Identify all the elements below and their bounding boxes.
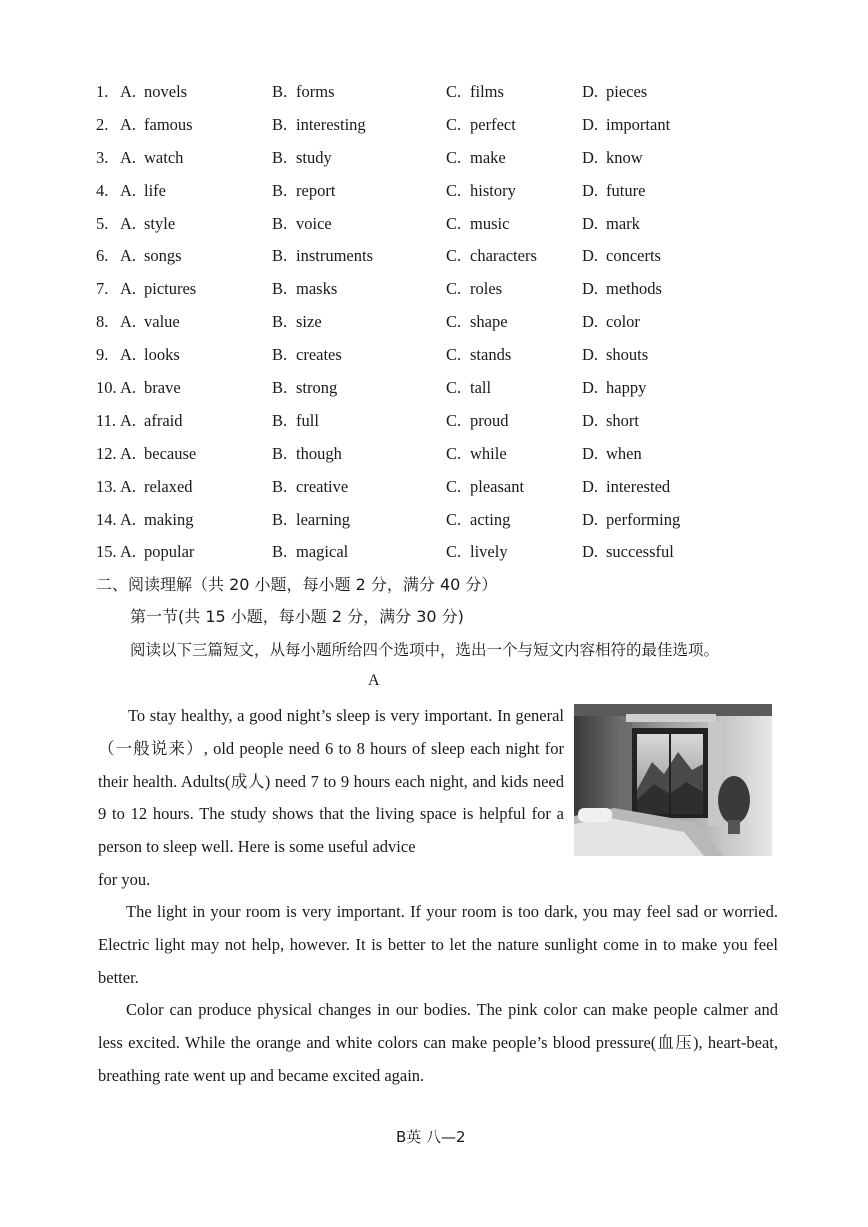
option-text: creates	[296, 345, 342, 365]
option-c	[446, 376, 491, 400]
option-b	[272, 343, 342, 367]
option-text: voice	[296, 213, 332, 233]
option-letter: B.	[272, 378, 288, 398]
option-text: tall	[470, 378, 492, 398]
option-letter: B.	[272, 180, 288, 200]
page-footer: B英 八—2	[396, 1128, 466, 1146]
question-number: 1.	[96, 82, 109, 101]
option-letter: B.	[272, 410, 288, 430]
option-text: color	[606, 312, 640, 332]
option-d	[582, 146, 643, 170]
question-number: 7.	[96, 279, 109, 299]
option-letter: C.	[446, 312, 462, 332]
option-text: study	[296, 147, 332, 167]
option-letter: A.	[120, 312, 137, 332]
option-text: shape	[470, 312, 508, 332]
option-d	[582, 244, 661, 268]
option-text: pleasant	[470, 476, 525, 496]
option-letter: D.	[582, 114, 599, 134]
option-text: successful	[606, 542, 674, 562]
passage-paragraph-1-end: for you.	[98, 870, 151, 889]
option-text: size	[296, 312, 322, 332]
option-a	[120, 212, 175, 236]
option-letter: C.	[446, 509, 462, 529]
option-c	[446, 179, 516, 203]
option-letter: D.	[582, 82, 599, 101]
option-text: history	[470, 180, 516, 200]
option-letter: D.	[582, 312, 599, 332]
section-title: 二、阅读理解（共 20 小题，每小题 2 分，满分 40 分）	[96, 575, 498, 594]
option-c	[446, 475, 524, 499]
option-text: value	[144, 312, 180, 332]
option-c	[446, 409, 509, 433]
question-number: 3.	[96, 147, 109, 167]
option-text: watch	[144, 147, 184, 167]
option-letter: B.	[272, 345, 288, 365]
option-text: concerts	[606, 246, 661, 266]
option-row	[96, 508, 796, 541]
option-row	[96, 540, 796, 573]
option-b	[272, 179, 335, 203]
option-text: though	[296, 443, 342, 463]
option-letter: C.	[446, 410, 462, 430]
option-text: full	[296, 410, 319, 430]
option-d	[582, 310, 640, 334]
option-letter: C.	[446, 279, 462, 299]
question-number: 13.	[96, 476, 117, 496]
option-letter: C.	[446, 147, 462, 167]
option-letter: D.	[582, 443, 599, 463]
option-d	[582, 343, 648, 367]
option-b	[272, 475, 348, 499]
option-c	[446, 80, 504, 104]
option-letter: D.	[582, 410, 599, 430]
option-letter: A.	[120, 246, 137, 266]
option-text: stands	[470, 345, 512, 365]
passage-paragraph-2: The light in your room is very important. If your room is too dark, you may feel sad or worried. Electric light may not help, however. It is better to let the nature sunlight come in to make you feel better.	[98, 902, 778, 987]
option-text: performing	[606, 509, 681, 529]
option-letter: A.	[120, 180, 137, 200]
option-letter: B.	[272, 279, 288, 299]
question-number: 9.	[96, 345, 109, 365]
option-letter: C.	[446, 213, 462, 233]
option-letter: A.	[120, 147, 137, 167]
section-subtitle: 第一节(共 15 小题，每小题 2 分，满分 30 分)	[130, 607, 464, 626]
option-letter: C.	[446, 542, 462, 562]
option-text: perfect	[470, 114, 516, 134]
option-d	[582, 113, 670, 137]
option-a	[120, 179, 166, 203]
passage-paragraph-3: Color can produce physical changes in our bodies. The pink color can make people calmer and less excited. While the orange and white colors can make people’s blood pressure(血压), heart-beat, breathing rate went up and became excited again.	[98, 1000, 778, 1085]
option-text: learning	[296, 509, 351, 529]
option-a	[120, 376, 181, 400]
option-a	[120, 310, 180, 334]
option-text: shouts	[606, 345, 649, 365]
option-row	[96, 277, 796, 310]
option-text: looks	[144, 345, 180, 365]
option-c	[446, 540, 508, 564]
question-number: 2.	[96, 114, 109, 134]
option-text: masks	[296, 279, 338, 299]
option-text: life	[144, 180, 166, 200]
question-number: 11.	[96, 410, 117, 430]
option-b	[272, 409, 319, 433]
option-letter: C.	[446, 246, 462, 266]
option-letter: C.	[446, 378, 462, 398]
option-text: while	[470, 443, 507, 463]
option-row	[96, 179, 796, 212]
option-letter: A.	[120, 542, 137, 562]
option-a	[120, 508, 194, 532]
option-text: creative	[296, 476, 349, 496]
option-text: style	[144, 213, 176, 233]
question-number: 8.	[96, 312, 109, 332]
option-row	[96, 244, 796, 277]
passage-label: A	[368, 672, 380, 689]
question-number: 5.	[96, 213, 109, 233]
option-letter: C.	[446, 443, 462, 463]
option-b	[272, 508, 350, 532]
option-c	[446, 508, 510, 532]
option-d	[582, 179, 645, 203]
option-letter: D.	[582, 476, 599, 496]
option-letter: A.	[120, 509, 137, 529]
option-d	[582, 376, 646, 400]
option-text: important	[606, 114, 671, 134]
option-d	[582, 540, 674, 564]
option-row	[96, 113, 796, 146]
option-letter: B.	[272, 213, 288, 233]
option-row	[96, 409, 796, 442]
option-text: instruments	[296, 246, 373, 266]
option-letter: D.	[582, 378, 599, 398]
option-letter: B.	[272, 114, 288, 134]
section-instruction: 阅读以下三篇短文，从每小题所给四个选项中，选出一个与短文内容相符的最佳选项。	[130, 641, 720, 659]
option-d	[582, 277, 662, 301]
option-b	[272, 277, 337, 301]
option-a	[120, 343, 180, 367]
option-letter: C.	[446, 82, 462, 101]
option-d	[582, 80, 647, 104]
option-text: future	[606, 180, 646, 200]
option-row	[96, 80, 796, 113]
option-text: films	[470, 82, 504, 101]
option-a	[120, 146, 183, 170]
option-letter: A.	[120, 443, 137, 463]
option-d	[582, 212, 640, 236]
option-letter: B.	[272, 509, 288, 529]
option-b	[272, 376, 337, 400]
option-text: short	[606, 410, 639, 430]
option-letter: B.	[272, 312, 288, 332]
question-number: 10.	[96, 378, 117, 398]
question-number: 6.	[96, 246, 109, 266]
question-number: 4.	[96, 180, 109, 200]
option-letter: A.	[120, 213, 137, 233]
option-row	[96, 442, 796, 475]
option-text: making	[144, 509, 194, 529]
option-text: relaxed	[144, 476, 193, 496]
option-row	[96, 146, 796, 179]
cloze-options-table	[96, 80, 796, 573]
option-text: magical	[296, 542, 349, 562]
option-a	[120, 475, 193, 499]
option-text: characters	[470, 246, 537, 266]
option-letter: B.	[272, 147, 288, 167]
option-row	[96, 343, 796, 376]
option-text: proud	[470, 410, 509, 430]
option-letter: C.	[446, 476, 462, 496]
option-text: happy	[606, 378, 647, 398]
option-b	[272, 212, 332, 236]
option-text: songs	[144, 246, 182, 266]
option-letter: A.	[120, 279, 137, 299]
option-d	[582, 475, 670, 499]
option-text: when	[606, 443, 642, 463]
option-b	[272, 540, 348, 564]
option-letter: D.	[582, 147, 599, 167]
option-row	[96, 212, 796, 245]
option-text: mark	[606, 213, 640, 233]
option-letter: A.	[120, 114, 137, 134]
option-letter: C.	[446, 180, 462, 200]
option-text: interesting	[296, 114, 366, 134]
option-a	[120, 244, 182, 268]
option-letter: B.	[272, 443, 288, 463]
option-text: novels	[144, 82, 188, 101]
passage-paragraph-1: To stay healthy, a good night’s sleep is very important. In general（一般说来）, old people need 6 to 8 hours of sleep each night for their health. Adults(成人) need 7 to 9 hours each night, and kids need 9 to 12 hours. The study shows that the living space is helpful for a person to sleep well. Here is some useful advice	[98, 706, 564, 857]
option-letter: C.	[446, 114, 462, 134]
option-b	[272, 113, 366, 137]
option-letter: D.	[582, 345, 599, 365]
option-row	[96, 310, 796, 343]
option-letter: D.	[582, 180, 599, 200]
option-c	[446, 146, 506, 170]
option-b	[272, 310, 322, 334]
option-c	[446, 442, 507, 466]
option-text: famous	[144, 114, 193, 134]
option-text: afraid	[144, 410, 183, 430]
option-text: interested	[606, 476, 671, 496]
option-c	[446, 212, 509, 236]
bedroom-illustration	[574, 704, 772, 856]
option-letter: D.	[582, 542, 599, 562]
option-text: popular	[144, 542, 195, 562]
option-text: know	[606, 147, 643, 167]
option-a	[120, 80, 187, 104]
option-text: forms	[296, 82, 335, 101]
option-a	[120, 540, 194, 564]
question-number: 12.	[96, 443, 117, 463]
option-letter: B.	[272, 476, 288, 496]
option-text: methods	[606, 279, 662, 299]
option-b	[272, 442, 342, 466]
option-text: acting	[470, 509, 511, 529]
option-text: pieces	[606, 82, 648, 101]
question-number: 14.	[96, 509, 117, 529]
option-d	[582, 409, 639, 433]
option-text: pictures	[144, 279, 197, 299]
option-letter: A.	[120, 378, 137, 398]
option-b	[272, 80, 335, 104]
option-letter: D.	[582, 246, 599, 266]
option-row	[96, 475, 796, 508]
option-letter: B.	[272, 246, 288, 266]
option-d	[582, 442, 642, 466]
option-c	[446, 113, 516, 137]
option-row	[96, 376, 796, 409]
option-letter: A.	[120, 476, 137, 496]
option-letter: B.	[272, 542, 288, 562]
option-letter: A.	[120, 82, 137, 101]
option-letter: D.	[582, 509, 599, 529]
option-text: roles	[470, 279, 503, 299]
option-d	[582, 508, 680, 532]
option-b	[272, 244, 373, 268]
option-text: strong	[296, 378, 338, 398]
option-c	[446, 310, 508, 334]
option-text: music	[470, 213, 510, 233]
option-text: because	[144, 443, 197, 463]
option-letter: B.	[272, 82, 288, 101]
option-a	[120, 113, 193, 137]
option-letter: D.	[582, 213, 599, 233]
option-letter: D.	[582, 279, 599, 299]
option-letter: C.	[446, 345, 462, 365]
option-c	[446, 244, 537, 268]
option-c	[446, 343, 511, 367]
option-text: lively	[470, 542, 508, 562]
option-a	[120, 277, 196, 301]
option-text: report	[296, 180, 336, 200]
option-letter: A.	[120, 410, 137, 430]
option-text: brave	[144, 378, 181, 398]
option-text: make	[470, 147, 506, 167]
option-b	[272, 146, 332, 170]
option-a	[120, 442, 196, 466]
option-letter: A.	[120, 345, 137, 365]
question-number: 15.	[96, 542, 117, 562]
option-c	[446, 277, 502, 301]
option-a	[120, 409, 182, 433]
